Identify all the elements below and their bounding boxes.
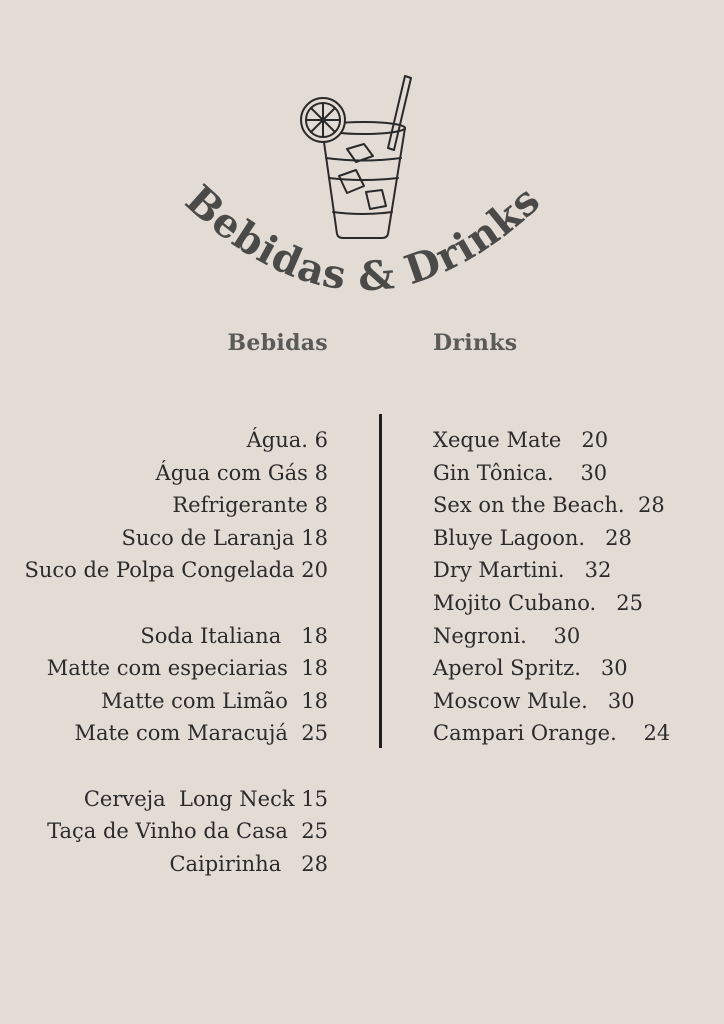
menu-item-taca-de-vinho: Taça de Vinho da Casa 25 [47, 819, 328, 844]
menu-item-gin-tonica: Gin Tônica. 30 [433, 460, 608, 485]
menu-item-matte-especiarias: Matte com especiarias 18 [46, 656, 328, 681]
menu-item-bluye-lagoon: Bluye Lagoon. 28 [433, 525, 632, 550]
menu-item-mate-maracuja: Mate com Maracujá 25 [74, 721, 328, 746]
bebidas-list [24, 424, 328, 880]
column-divider [379, 414, 382, 748]
bebidas-column-header: Bebidas [227, 330, 328, 356]
menu-item-negroni: Negroni. 30 [433, 623, 581, 648]
menu-item-agua-com-gas: Água com Gás 8 [155, 460, 328, 485]
menu-item-aperol-spritz: Aperol Spritz. 30 [433, 656, 628, 681]
menu-item-dry-martini: Dry Martini. 32 [433, 558, 612, 583]
menu-item-xeque-mate: Xeque Mate 20 [433, 428, 609, 452]
menu-item-moscow-mule: Moscow Mule. 30 [433, 688, 635, 713]
menu-item-caipirinha: Caipirinha 28 [169, 851, 328, 876]
menu-item-campari-orange: Campari Orange. 24 [433, 721, 671, 746]
menu-item-suco-de-laranja: Suco de Laranja 18 [121, 525, 328, 550]
menu-item-cerveja: Cerveja Long Neck 15 [83, 786, 328, 811]
menu-item-refrigerante: Refrigerante 8 [172, 493, 328, 518]
drinks-column-header: Drinks [433, 330, 518, 356]
title-graphic [0, 0, 724, 320]
menu-item-sex-on-the-beach: Sex on the Beach. 28 [433, 493, 665, 518]
menu-item-agua: Água. 6 [246, 428, 328, 452]
menu-item-soda-italiana: Soda Italiana 18 [140, 623, 328, 648]
menu-item-mojito-cubano: Mojito Cubano. 25 [433, 590, 643, 615]
drinks-list [433, 424, 670, 750]
cocktail-glass-icon [301, 76, 411, 238]
menu-item-matte-limao: Matte com Limão 18 [101, 688, 328, 713]
menu-item-suco-de-polpa: Suco de Polpa Congelada 20 [24, 558, 328, 583]
page-title: Bebidas & Drinks [176, 175, 550, 301]
